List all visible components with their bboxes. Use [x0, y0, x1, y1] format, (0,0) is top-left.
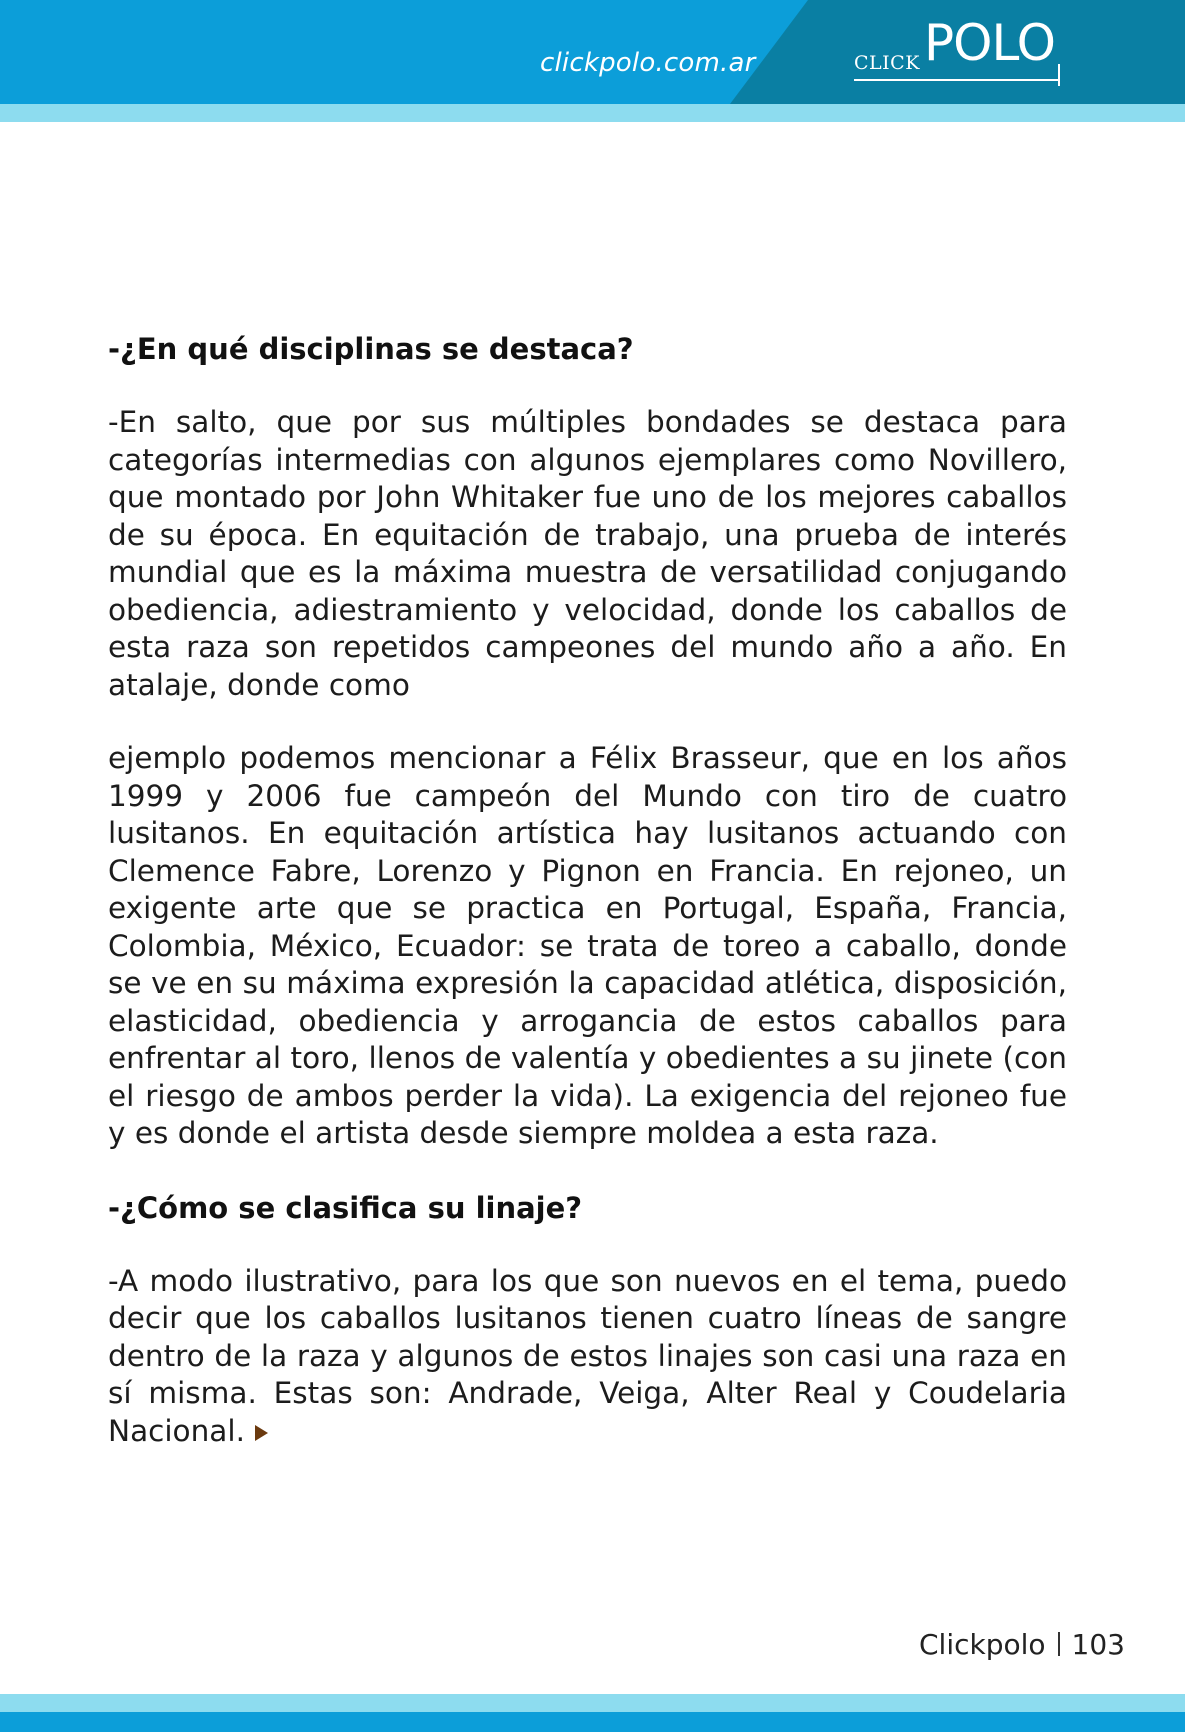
- paragraph-lineage-text: -A modo ilustrativo, para los que son nuevos en el tema, puedo decir que los caballos lusitanos tienen cuatro líneas de sangre dentro de la raza y algunos de estos linajes son casi una raza en sí misma. Estas son: Andrade, Veiga, Alter Real y Coudelaria Nacional.: [108, 1263, 1067, 1448]
- section-heading-disciplines: -¿En qué disciplinas se destaca?: [108, 332, 634, 366]
- site-url[interactable]: clickpolo.com.ar: [540, 48, 756, 78]
- page-number: 103: [1071, 1628, 1125, 1661]
- paragraph-lineage: [108, 1263, 1067, 1451]
- publication-name: Clickpolo: [919, 1628, 1046, 1661]
- footer-band: [0, 1694, 1185, 1732]
- article-body: [108, 330, 1067, 1486]
- footer-light-strip: [0, 1694, 1185, 1712]
- footer-dark-strip: [0, 1712, 1185, 1732]
- paragraph-disciplines-1: -En salto, que por sus múltiples bondades se destaca para categorías intermedias con algunos ejemplares como Novillero, que montado por John Whitaker fue uno de los mejores caballos de su época. En equitación de trabajo, una prueba de interés mundial que es la máxima muestra de versatilidad conjugando obediencia, adiestramiento y velocidad, donde los caballos de esta raza son repetidos campeones del mundo año a año. En atalaje, donde como: [108, 405, 1067, 702]
- page-header: [0, 0, 1185, 122]
- logo-tick: [1058, 64, 1060, 86]
- logo-underline: [854, 79, 1060, 81]
- paragraph-disciplines-2: ejemplo podemos mencionar a Félix Brasseur, que en los años 1999 y 2006 fue campeón del Mundo con tiro de cuatro lusitanos. En equitación artística hay lusitanos actuando con Clemence Fabre, Lorenzo y Pignon en Francia. En rejoneo, un exigente arte que se practica en Portugal, España, Francia, Colombia, México, Ecuador: se trata de toreo a caballo, donde se ve en su máxima expresión la capacidad atlética, disposición, elasticidad, obediencia y arrogancia de estos caballos para enfrentar al toro, llenos de valentía y obedientes a su jinete (con el riesgo de ambos perder la vida). La exigencia del rejoneo fue y es donde el artista desde siempre moldea a esta raza.: [108, 741, 1067, 1150]
- logo-polo-text: POLO: [924, 14, 1055, 72]
- section-heading-lineage: -¿Cómo se clasifica su linaje?: [108, 1190, 583, 1225]
- clickpolo-logo: [852, 14, 1062, 92]
- logo-click-text: CLICK: [854, 52, 920, 74]
- play-arrow-icon: [255, 1425, 268, 1441]
- page-footer-label: [919, 1628, 1125, 1661]
- footer-divider: [1058, 1632, 1060, 1656]
